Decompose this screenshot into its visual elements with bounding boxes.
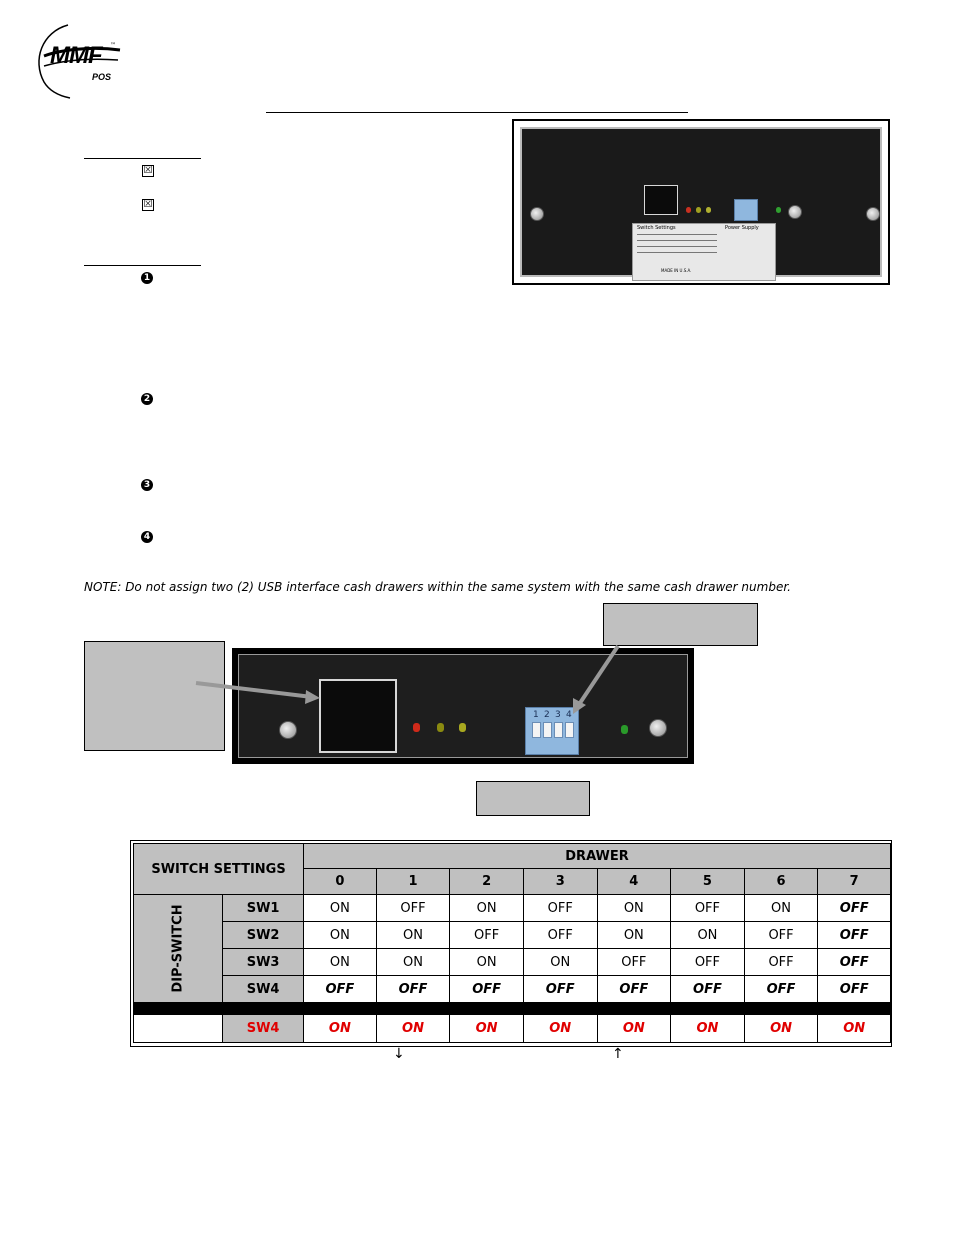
table-cell: ON bbox=[376, 949, 450, 976]
table-row bbox=[134, 976, 891, 1003]
table-row bbox=[134, 922, 891, 949]
empty-cell bbox=[134, 1015, 223, 1043]
sticker-title: Switch Settings bbox=[637, 225, 676, 231]
drawer-number: 6 bbox=[744, 869, 818, 895]
table-cell: OFF bbox=[376, 976, 450, 1003]
drawer-header: DRAWER bbox=[304, 844, 891, 869]
note-text: NOTE: Do not assign two (2) USB interface cash drawers within the same system with the same cash drawer number. bbox=[84, 580, 791, 594]
table-cell: ON bbox=[450, 1015, 524, 1043]
table-cell: ON bbox=[523, 1015, 597, 1043]
step-2-icon: 2 bbox=[141, 393, 153, 405]
drawer-number: 2 bbox=[450, 869, 524, 895]
table-cell: OFF bbox=[671, 949, 745, 976]
step-1-icon: 1 bbox=[141, 272, 153, 284]
table-cell: ON bbox=[523, 949, 597, 976]
table-cell: OFF bbox=[744, 976, 818, 1003]
row-label: SW3 bbox=[223, 949, 304, 976]
table-cell: ON bbox=[671, 1015, 745, 1043]
down-arrow-icon: ↓ bbox=[393, 1046, 405, 1062]
table-separator bbox=[134, 1003, 891, 1015]
table-cell: OFF bbox=[376, 895, 450, 922]
row-label: SW2 bbox=[223, 922, 304, 949]
up-arrow-icon: ↑ bbox=[612, 1046, 624, 1062]
table-cell: OFF bbox=[671, 976, 745, 1003]
table-cell: ON bbox=[450, 949, 524, 976]
drawer-number: 5 bbox=[671, 869, 745, 895]
row-label: SW1 bbox=[223, 895, 304, 922]
table-cell: OFF bbox=[597, 949, 671, 976]
table-row bbox=[134, 895, 891, 922]
row-label: SW4 bbox=[223, 976, 304, 1003]
checkbox-icon-2: ☒ bbox=[143, 199, 153, 210]
port-arrow-icon bbox=[196, 683, 312, 697]
table-cell: OFF bbox=[450, 922, 524, 949]
logo-brand: MMF bbox=[50, 42, 102, 69]
drawer-number: 1 bbox=[376, 869, 450, 895]
switch-settings-header: SWITCH SETTINGS bbox=[134, 844, 304, 895]
table-cell: ON bbox=[376, 922, 450, 949]
dip-arrow-icon bbox=[578, 646, 618, 706]
table-cell: ON bbox=[597, 895, 671, 922]
row-label-alt: SW4 bbox=[223, 1015, 304, 1043]
switch-table bbox=[133, 843, 891, 1043]
table-cell: OFF bbox=[818, 976, 891, 1003]
table-cell: OFF bbox=[523, 895, 597, 922]
table-cell: OFF bbox=[818, 922, 891, 949]
logo-trademark: ™ bbox=[110, 42, 116, 49]
table-cell: ON bbox=[744, 895, 818, 922]
step-3-icon: 3 bbox=[141, 479, 153, 491]
drawer-number: 4 bbox=[597, 869, 671, 895]
table-cell: OFF bbox=[304, 976, 377, 1003]
table-cell: OFF bbox=[744, 949, 818, 976]
table-row bbox=[134, 949, 891, 976]
table-cell: ON bbox=[744, 1015, 818, 1043]
table-cell: OFF bbox=[523, 976, 597, 1003]
table-cell: ON bbox=[304, 895, 377, 922]
table-cell: ON bbox=[597, 922, 671, 949]
dip-number: 2 bbox=[544, 710, 550, 720]
table-cell: ON bbox=[304, 1015, 377, 1043]
port-arrow-head-icon bbox=[305, 690, 320, 704]
table-cell: ON bbox=[304, 922, 377, 949]
table-cell: ON bbox=[304, 949, 377, 976]
dip-number: 4 bbox=[566, 710, 572, 720]
sticker-power: Power Supply bbox=[725, 225, 759, 231]
table-cell: ON bbox=[818, 1015, 891, 1043]
logo-sub: POS bbox=[92, 72, 112, 82]
table-cell: OFF bbox=[671, 895, 745, 922]
sticker-made: MADE IN U.S.A. bbox=[661, 268, 692, 273]
table-cell: OFF bbox=[818, 949, 891, 976]
drawer-number: 0 bbox=[304, 869, 377, 895]
dip-number: 1 bbox=[533, 710, 539, 720]
table-cell: ON bbox=[597, 1015, 671, 1043]
drawer-number: 3 bbox=[523, 869, 597, 895]
table-cell: OFF bbox=[597, 976, 671, 1003]
switch-settings-table bbox=[130, 840, 892, 1047]
table-cell: OFF bbox=[450, 976, 524, 1003]
table-cell: OFF bbox=[523, 922, 597, 949]
dip-switch-label: DIP-SWITCH bbox=[134, 895, 223, 1003]
drawer-number: 7 bbox=[818, 869, 891, 895]
table-cell: OFF bbox=[744, 922, 818, 949]
checkbox-icon-1: ☒ bbox=[143, 165, 153, 176]
table-row-alt bbox=[134, 1015, 891, 1043]
table-cell: ON bbox=[671, 922, 745, 949]
table-cell: ON bbox=[376, 1015, 450, 1043]
table-cell: ON bbox=[450, 895, 524, 922]
step-4-icon: 4 bbox=[141, 531, 153, 543]
dip-number: 3 bbox=[555, 710, 561, 720]
table-cell: OFF bbox=[818, 895, 891, 922]
